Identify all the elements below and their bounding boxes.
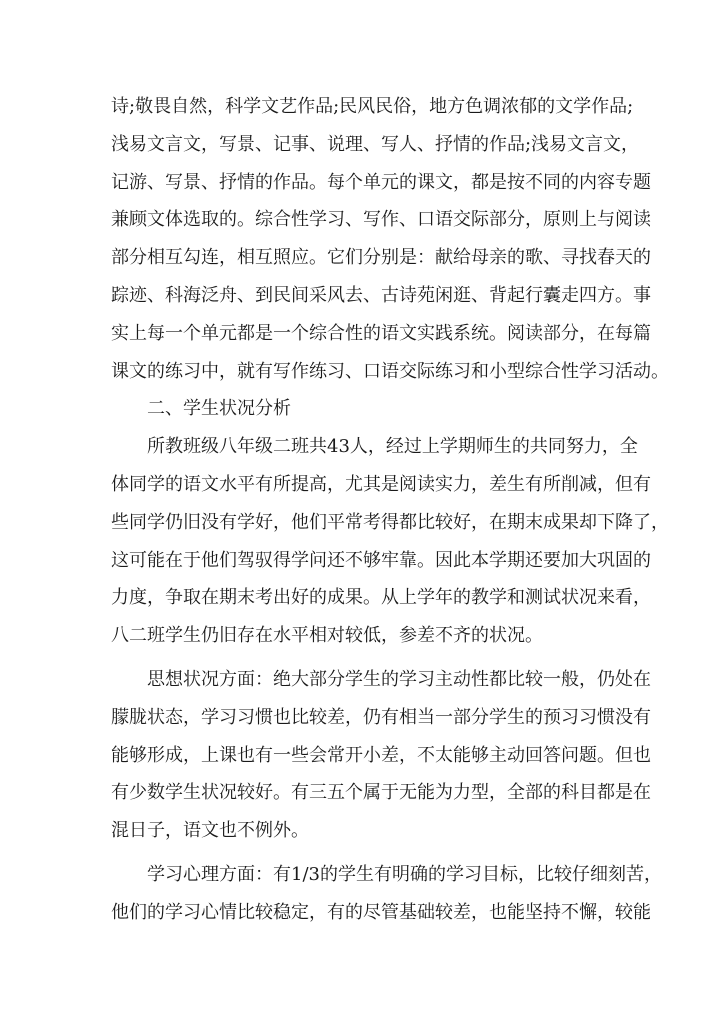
section-heading: 二、学生状况分析 xyxy=(147,398,291,420)
text-line: 思想状况方面：绝大部分学生的学习主动性都比较一般，仍处在 xyxy=(147,668,651,690)
text-line: 诗;敬畏自然，科学文艺作品;民风民俗，地方色调浓郁的文学作品; xyxy=(111,96,634,117)
text-line: 体同学的语文水平有所提高，尤其是阅读实力，差生有所削减，但有 xyxy=(111,473,651,495)
text-line: 这可能在于他们驾驭得学问还不够牢靠。因此本学期还要加大巩固的 xyxy=(111,549,651,571)
text-line: 力度，争取在期末考出好的成果。从上学年的教学和测试状况来看， xyxy=(111,587,651,609)
text-line: 课文的练习中，就有写作练习、口语交际练习和小型综合性学习活动。 xyxy=(111,360,669,382)
text-line: 混日子，语文也不例外。 xyxy=(111,820,309,842)
text-line: 能够形成，上课也有一些会常开小差，不太能够主动回答问题。但也 xyxy=(111,744,651,766)
text-line: 所教班级八年级二班共43人，经过上学期师生的共同努力，全 xyxy=(147,436,638,458)
text-line: 浅易文言文，写景、记事、说理、写人、抒情的作品;浅易文言文， xyxy=(111,133,640,155)
text-line: 朦胧状态，学习习惯也比较差，仍有相当一部分学生的预习习惯没有 xyxy=(111,706,651,728)
text-line: 些同学仍旧没有学好，他们平常考得都比较好，在期末成果却下降了， xyxy=(111,511,669,533)
text-line: 有少数学生状况较好。有三五个属于无能为力型，全部的科目都是在 xyxy=(111,782,651,804)
text-body xyxy=(111,88,669,932)
text-line: 学习心理方面：有1/3的学生有明确的学习目标，比较仔细刻苦， xyxy=(147,863,662,885)
text-line: 踪迹、科海泛舟、到民间采风去、古诗苑闲逛、背起行囊走四方。事 xyxy=(111,284,651,306)
text-line: 记游、写景、抒情的作品。每个单元的课文，都是按不同的内容专题 xyxy=(111,171,651,193)
text-line: 部分相互勾连，相互照应。它们分别是：献给母亲的歌、寻找春天的 xyxy=(111,247,651,269)
text-line: 他们的学习心情比较稳定，有的尽管基础较差，也能坚持不懈，较能 xyxy=(111,901,651,923)
text-line: 八二班学生仍旧存在水平相对较低，参差不齐的状况。 xyxy=(111,625,543,647)
text-line: 实上每一个单元都是一个综合性的语文实践系统。阅读部分，在每篇 xyxy=(111,322,651,344)
text-line: 兼顾文体选取的。综合性学习、写作、口语交际部分，原则上与阅读 xyxy=(111,209,651,231)
